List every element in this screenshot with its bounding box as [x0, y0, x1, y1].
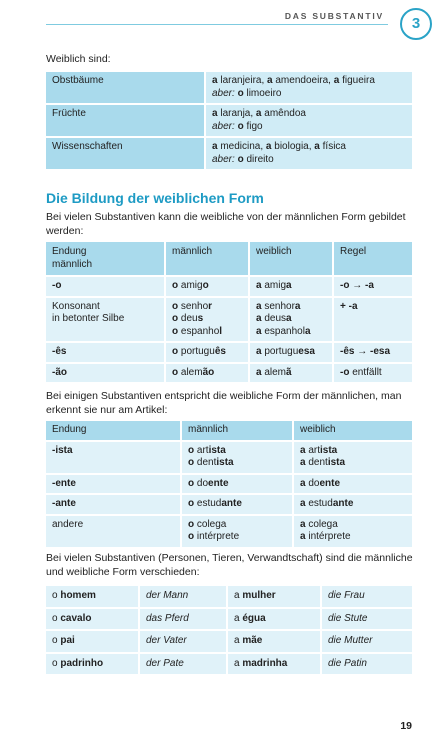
feminine-cell — [294, 442, 412, 475]
table-row — [46, 442, 412, 475]
text-segment: dent — [194, 457, 217, 468]
text-segment: a — [256, 313, 262, 324]
article: o — [237, 120, 244, 132]
text-segment: estud — [305, 498, 333, 509]
masculine-translation: der Mann — [140, 586, 228, 609]
ending-cell — [46, 442, 182, 475]
feminine-cell — [294, 475, 412, 496]
feminine-translation: die Mutter — [322, 631, 412, 654]
feminine-cell — [250, 277, 334, 298]
exception-line — [212, 154, 406, 167]
exception-line — [212, 121, 406, 134]
text-segment: r — [208, 300, 213, 312]
text-segment: do — [305, 477, 320, 489]
text-segment: ente — [208, 477, 229, 489]
text-segment: art — [305, 444, 321, 456]
cell-line: -ão — [52, 366, 67, 378]
masculine-word — [46, 586, 140, 609]
category-cell: Wissenschaften — [46, 138, 206, 171]
examples-cell — [206, 105, 412, 138]
cell-line — [256, 280, 326, 293]
intro4-line2: und weibliche Form verschieden: — [46, 566, 200, 578]
text-segment: amig — [178, 280, 203, 291]
header-cell — [334, 242, 412, 277]
header-cell: weiblich — [294, 421, 412, 442]
text-segment: a — [286, 280, 292, 291]
intro3-line1: Bei einigen Substantiven entspricht die weibliche Form der männlichen, man — [46, 390, 402, 402]
text-segment: espanho — [178, 325, 220, 337]
exception-label: aber: — [212, 120, 235, 132]
word: mãe — [242, 635, 263, 646]
text-segment: a — [300, 477, 306, 489]
exception-label: aber: — [212, 153, 235, 165]
table-row — [46, 516, 412, 549]
feminine-translation: die Frau — [322, 586, 412, 609]
cell-line: Konsonant — [52, 300, 100, 312]
ending-cell — [46, 277, 166, 298]
intro-weiblich: Weiblich sind: — [46, 53, 111, 65]
text-segment: dent — [305, 457, 328, 468]
text-segment: a — [300, 444, 306, 456]
word: homem — [60, 590, 96, 601]
table-row — [46, 343, 412, 364]
masculine-word — [46, 654, 140, 677]
word: pai — [60, 635, 75, 646]
word: mulher — [242, 590, 276, 601]
masculine-translation: das Pferd — [140, 609, 228, 632]
text-segment: o — [172, 346, 179, 357]
text-segment: ista — [216, 457, 234, 468]
table-row — [46, 138, 412, 171]
feminine-word — [228, 631, 322, 654]
text-segment: a — [265, 141, 272, 152]
text-segment: ista — [208, 444, 226, 456]
cell-line — [340, 301, 406, 314]
cell-line: -ês — [52, 346, 67, 357]
text-segment: ente — [319, 477, 341, 489]
word: égua — [242, 612, 266, 624]
cell-line — [340, 280, 406, 293]
cell-line — [300, 531, 406, 544]
text-segment: s — [197, 313, 204, 324]
masculine-cell — [182, 442, 294, 475]
ending-cell — [46, 516, 182, 549]
header-line: Endung — [52, 246, 87, 257]
text-segment: a — [256, 325, 262, 337]
masculine-cell — [182, 475, 294, 496]
cell-line: -o — [52, 280, 62, 291]
ending-cell — [46, 343, 166, 364]
text-segment: a — [212, 108, 218, 119]
text-segment: o — [172, 300, 179, 312]
text-segment: portugu — [261, 346, 299, 357]
feminine-cell — [294, 495, 412, 516]
table-row — [46, 72, 412, 105]
text-segment: espanhol — [261, 325, 305, 337]
text-segment: a — [255, 108, 262, 119]
article: a — [234, 635, 243, 646]
text-segment: o — [188, 498, 195, 509]
intro2-line1: Bei vielen Substantiven kann die weibliche von der männlichen Form gebildet — [46, 211, 406, 223]
feminine-translation: die Stute — [322, 609, 412, 632]
text-segment: alem — [261, 366, 287, 378]
text-segment: a — [256, 366, 262, 378]
rule-cell — [334, 343, 412, 364]
feminine-cell — [250, 364, 334, 385]
table-row — [46, 654, 412, 677]
text-segment: a — [286, 313, 292, 324]
cell-line — [300, 445, 406, 458]
text-segment: a — [256, 280, 262, 291]
word: madrinha — [242, 657, 288, 669]
text-segment: a — [300, 457, 306, 468]
text-segment: o — [188, 477, 195, 489]
text-segment: do — [194, 477, 209, 489]
cell-line — [300, 478, 406, 491]
masculine-cell — [182, 516, 294, 549]
masculine-word — [46, 609, 140, 632]
text-segment: senhor — [261, 300, 295, 312]
header-cell — [250, 242, 334, 277]
table-row — [46, 609, 412, 632]
header-line: männlich — [52, 258, 93, 270]
examples-line — [212, 108, 406, 121]
category-cell: Obstbäume — [46, 72, 206, 105]
text-segment: o — [188, 531, 195, 542]
word: figo — [243, 120, 263, 132]
ending-cell — [46, 495, 182, 516]
text-segment: intérprete — [305, 531, 351, 542]
word: cavalo — [60, 612, 92, 624]
text-segment: estud — [194, 498, 222, 509]
ending-cell — [46, 475, 182, 496]
table-row — [46, 364, 412, 385]
feminine-translation: die Patin — [322, 654, 412, 677]
rule-cell — [334, 298, 412, 344]
article: a — [234, 612, 243, 624]
feminine-cell — [250, 343, 334, 364]
rule-cell — [334, 364, 412, 385]
text-segment: -ês → -esa — [340, 346, 391, 357]
cell-line: in betonter Silbe — [52, 313, 125, 324]
text-segment: a — [333, 75, 340, 86]
text-segment: + -a — [340, 300, 358, 312]
masculine-translation: der Vater — [140, 631, 228, 654]
text-segment: ante — [221, 498, 242, 509]
text-segment: ante — [332, 498, 354, 509]
header-cell: Endung — [46, 421, 182, 442]
page-number: 19 — [400, 720, 412, 732]
category-cell: Früchte — [46, 105, 206, 138]
text-segment: a — [314, 141, 320, 152]
cell-line — [340, 367, 406, 380]
word: padrinho — [60, 657, 104, 669]
ending-cell — [46, 298, 166, 344]
cell-line: -ente — [52, 477, 76, 489]
feminine-cell — [250, 298, 334, 344]
text-segment: alem — [178, 366, 203, 378]
table-row — [46, 631, 412, 654]
text-segment: deu — [178, 313, 198, 324]
cell-line — [188, 498, 286, 511]
cell-line — [172, 313, 242, 326]
masculine-cell — [166, 298, 250, 344]
feminine-word — [228, 586, 322, 609]
chapter-badge: 3 — [400, 8, 432, 40]
article: o — [52, 612, 61, 624]
text-segment: amêndoa — [261, 108, 306, 119]
ending-cell — [46, 364, 166, 385]
cell-line: -ista — [52, 444, 73, 456]
text-segment: o — [172, 313, 179, 324]
text-segment: ista — [320, 444, 338, 456]
masculine-cell — [166, 364, 250, 385]
section-title: DAS SUBSTANTIV — [284, 11, 384, 21]
table-header — [46, 242, 412, 277]
text-segment: art — [194, 444, 209, 456]
header-rule — [46, 24, 388, 25]
masculine-translation: der Pate — [140, 654, 228, 677]
cell-line — [172, 280, 242, 293]
intro4-line1: Bei vielen Substantiven (Personen, Tieren, Verwandtschaft) sind die männliche — [46, 552, 413, 564]
text-segment: ês — [214, 346, 226, 357]
cell-line — [188, 457, 286, 470]
text-segment: o — [202, 280, 209, 291]
examples-cell — [206, 72, 412, 105]
examples-line — [212, 141, 406, 154]
masculine-word — [46, 631, 140, 654]
table-row — [46, 105, 412, 138]
article: a — [234, 590, 243, 601]
text-segment: intérprete — [194, 531, 240, 542]
text-segment: biologia, — [271, 141, 315, 152]
feminine-cell — [294, 516, 412, 549]
text-segment: o — [172, 325, 179, 337]
examples-line — [212, 75, 406, 88]
exception-label: aber: — [212, 87, 235, 99]
text-segment: a — [212, 75, 218, 86]
rule-cell — [334, 277, 412, 298]
cell-line — [256, 346, 326, 359]
table-row — [46, 298, 412, 344]
feminine-word — [228, 654, 322, 677]
header-cell: männlich — [182, 421, 294, 442]
masculine-cell — [166, 277, 250, 298]
table-feminine-categories — [46, 72, 412, 171]
header-cell — [46, 242, 166, 277]
cell-line — [256, 326, 326, 339]
table-different-forms — [46, 586, 412, 676]
feminine-word — [228, 609, 322, 632]
cell-line — [256, 313, 326, 326]
text-segment: a — [300, 518, 306, 530]
examples-cell — [206, 138, 412, 171]
article: o — [52, 657, 61, 669]
table-feminine-formation — [46, 242, 412, 384]
table-row — [46, 277, 412, 298]
cell-line — [256, 367, 326, 380]
text-segment: o — [172, 366, 179, 378]
article: o — [237, 153, 244, 165]
cell-line: -ante — [52, 498, 76, 509]
table-same-form — [46, 421, 412, 549]
text-segment: o — [172, 280, 179, 291]
text-segment: o — [188, 518, 195, 530]
article: o — [52, 590, 61, 601]
cell-line — [188, 519, 286, 532]
text-segment: a — [212, 141, 218, 152]
cell-line — [188, 531, 286, 544]
cell-line — [172, 326, 242, 339]
cell-line — [172, 346, 242, 359]
article: o — [52, 635, 61, 646]
cell-line — [300, 498, 406, 511]
text-segment: a — [256, 346, 262, 357]
cell-line — [300, 519, 406, 532]
cell-line — [300, 457, 406, 470]
header-line: weiblich — [256, 246, 292, 257]
text-segment: senho — [178, 300, 209, 312]
text-segment: medicina, — [217, 141, 266, 152]
table-row — [46, 475, 412, 496]
text-segment: ã — [286, 366, 292, 378]
text-segment: colega — [194, 518, 227, 530]
text-segment: amig — [261, 280, 287, 291]
text-segment: entfällt — [349, 366, 382, 378]
header-cell — [166, 242, 250, 277]
cell-line — [256, 301, 326, 314]
cell-line: andere — [52, 518, 84, 530]
text-segment: -o → -a — [340, 280, 374, 291]
text-segment: deus — [261, 313, 287, 324]
text-segment: esa — [298, 346, 315, 357]
cell-line — [188, 478, 286, 491]
cell-line — [172, 301, 242, 314]
text-segment: ista — [327, 457, 346, 468]
text-segment: a — [304, 325, 311, 337]
text-segment: o — [188, 444, 195, 456]
text-segment: laranja, — [217, 108, 256, 119]
text-segment: figueira — [339, 75, 375, 86]
text-segment: a — [256, 300, 262, 312]
text-segment: portugu — [178, 346, 215, 357]
text-segment: colega — [305, 518, 338, 530]
word: direito — [243, 153, 274, 165]
text-segment: o — [188, 457, 195, 468]
text-segment: ão — [202, 366, 215, 378]
cell-line — [188, 445, 286, 458]
text-segment: -o — [340, 366, 350, 378]
word: limoeiro — [243, 87, 282, 99]
article: a — [234, 657, 243, 669]
text-segment: laranjeira, — [217, 75, 268, 86]
header-line: männlich — [172, 246, 213, 257]
intro3-line2: erkennt sie nur am Artikel: — [46, 404, 168, 416]
article: o — [237, 87, 244, 99]
text-segment: amendoeira, — [272, 75, 334, 86]
text-segment: l — [219, 325, 223, 337]
header-line: Regel — [340, 246, 367, 257]
text-segment: a — [300, 531, 306, 542]
masculine-cell — [166, 343, 250, 364]
table-row — [46, 495, 412, 516]
text-segment: física — [319, 141, 346, 152]
section-heading: Die Bildung der weiblichen Form — [46, 190, 264, 206]
cell-line — [172, 367, 242, 380]
masculine-cell — [182, 495, 294, 516]
table-header — [46, 421, 412, 442]
text-segment: a — [267, 75, 273, 86]
cell-line — [340, 346, 406, 359]
table-row — [46, 586, 412, 609]
text-segment: a — [300, 498, 306, 509]
exception-line — [212, 88, 406, 101]
text-segment: a — [294, 300, 301, 312]
intro2-line2: werden: — [46, 225, 84, 237]
